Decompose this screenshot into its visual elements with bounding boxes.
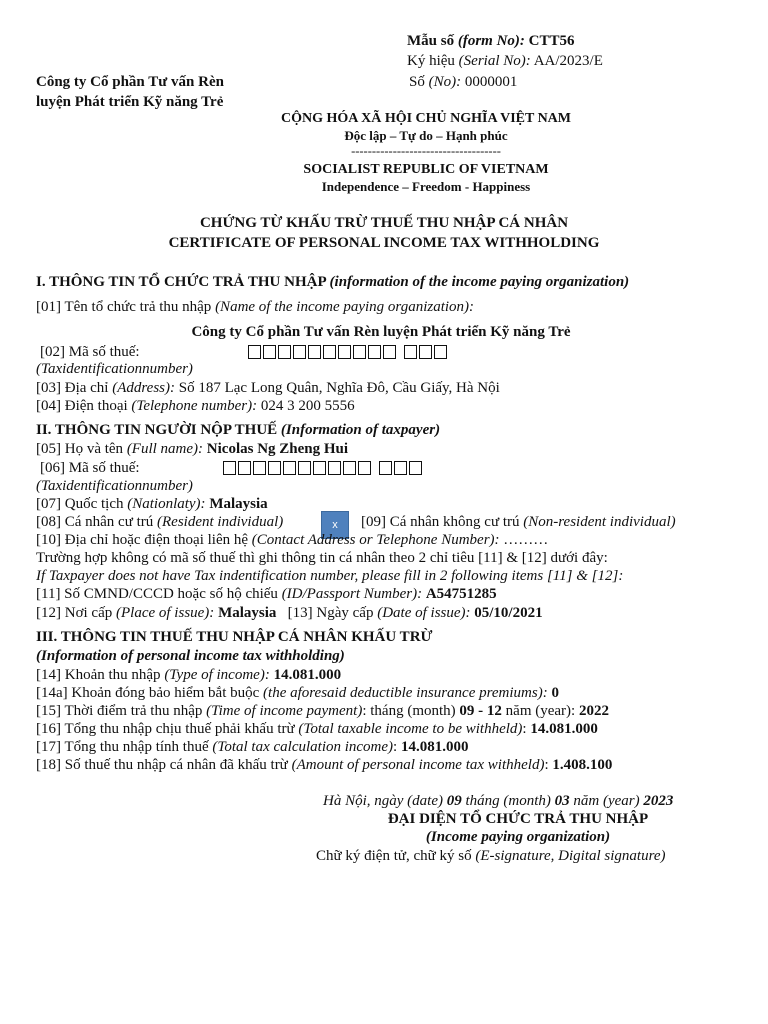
field-06-label: [06] Mã số thuế:	[40, 460, 140, 476]
field-15-year-value: 2022	[578, 703, 609, 719]
company-name-line-2: luyện Phát triển Kỹ năng Trẻ	[36, 94, 224, 110]
section-2-heading-vn: II. THÔNG TIN NGƯỜI NỘP THUẾ	[36, 422, 278, 438]
slogan-en: Independence – Freedom - Happiness	[321, 179, 531, 194]
field-14a-value: 0	[551, 685, 559, 701]
field-11-label: [11] Số CMND/CCCD hoặc số hộ chiếu	[36, 586, 278, 602]
field-16-value: 14.081.000	[530, 721, 598, 737]
field-09-label: [09] Cá nhân không cư trú	[361, 514, 520, 530]
field-05-line	[36, 440, 348, 458]
field-12-label-en: (Place of issue):	[116, 605, 215, 621]
section-1-heading-vn: I. THÔNG TIN TỔ CHỨC TRẢ THU NHẬP	[36, 274, 326, 290]
signature-year: 2023	[643, 793, 674, 809]
field-03-line	[36, 379, 500, 397]
field-16-label-en: (Total taxable income to be withheld)	[298, 721, 523, 737]
document-number-label: Số	[409, 74, 425, 90]
field-07-label: [07] Quốc tịch	[36, 496, 124, 512]
field-15-month-value: 09 - 12	[459, 703, 502, 719]
field-07-value: Malaysia	[209, 496, 268, 512]
field-01-label: [01] Tên tổ chức trả thu nhập	[36, 299, 212, 315]
field-05-label: [05] Họ và tên	[36, 441, 124, 457]
field-12-13-line	[36, 604, 543, 622]
field-17-line: [17] Tổng thu nhập tính thuế (Total tax calculation income): 14.081.000	[36, 739, 469, 755]
field-17-label: [17] Tổng thu nhập tính thuế	[36, 739, 209, 755]
field-03-label: [03] Địa chỉ	[36, 380, 109, 396]
field-09-line	[361, 513, 676, 531]
signature-day: 09	[446, 793, 462, 809]
field-12-label: [12] Nơi cấp	[36, 605, 113, 621]
form-number-label: Mẫu số	[407, 33, 455, 49]
field-15-year-label: năm (year):	[505, 703, 576, 719]
field-07-label-en: (Nationlaty):	[127, 496, 206, 512]
field-03-value: Số 187 Lạc Long Quân, Nghĩa Đô, Cầu Giấy, Hà Nội	[178, 380, 500, 396]
field-10-label: [10] Địa chỉ hoặc điện thoại liên hệ	[36, 532, 249, 548]
field-01-value: Công ty Cổ phần Tư vấn Rèn luyện Phát triển Kỹ năng Trẻ	[191, 324, 571, 340]
field-10-label-en: (Contact Address or Telephone Number):	[251, 532, 500, 548]
field-18-label-en: (Amount of personal income tax withheld)	[291, 757, 545, 773]
serial-label-en: (Serial No):	[458, 53, 531, 69]
field-04-line	[36, 397, 355, 415]
field-10-line	[36, 531, 548, 549]
field-04-label: [04] Điện thoại	[36, 398, 128, 414]
document-title-vn: CHỨNG TỪ KHẤU TRỪ THUẾ THU NHẬP CÁ NHÂN	[199, 215, 569, 231]
field-13-value: 05/10/2021	[474, 605, 543, 621]
field-14a-label-en: (the aforesaid deductible insurance premiums):	[263, 685, 548, 701]
document-number-label-en: (No):	[428, 74, 462, 90]
signature-month: 03	[554, 793, 570, 809]
field-02-label-en: (Taxidentificationnumber)	[36, 361, 193, 377]
field-13-label-en: (Date of issue):	[377, 605, 471, 621]
field-17-value: 14.081.000	[400, 739, 469, 755]
field-05-value: Nicolas Ng Zheng Hui	[206, 441, 349, 457]
field-15-label: [15] Thời điểm trả thu nhập	[36, 703, 203, 719]
signature-year-label: năm (year)	[573, 793, 640, 809]
serial-value: AA/2023/E	[533, 53, 603, 69]
section-1-heading	[36, 273, 629, 291]
field-08-line	[36, 513, 283, 531]
field-01-line	[36, 298, 474, 316]
field-05-label-en: (Full name):	[126, 441, 204, 457]
field-14-line	[36, 666, 341, 684]
field-08-label-en: (Resident individual)	[157, 514, 284, 530]
section-1-heading-en: (information of the income paying organization)	[329, 274, 630, 290]
field-04-value: 024 3 200 5556	[260, 398, 355, 414]
field-15-month-label: : tháng (month)	[362, 703, 456, 719]
field-11-value: A54751285	[425, 586, 497, 602]
field-08-label: [08] Cá nhân cư trú	[36, 514, 154, 530]
signature-type-en: (E-signature, Digital signature)	[475, 848, 666, 864]
signature-type-vn: Chữ ký điện tử, chữ ký số	[316, 848, 472, 864]
field-18-value: 1.408.100	[552, 757, 613, 773]
republic-name-vn: CỘNG HÓA XÃ HỘI CHỦ NGHĨA VIỆT NAM	[280, 111, 571, 126]
field-14a-line	[36, 684, 559, 702]
document-title-en: CERTIFICATE OF PERSONAL INCOME TAX WITHHOLDING	[168, 235, 600, 251]
field-13-label: [13] Ngày cấp	[287, 605, 374, 621]
signature-date-line	[323, 792, 673, 810]
field-16-label: [16] Tổng thu nhập chịu thuế phải khấu trừ	[36, 721, 295, 737]
field-02-label: [02] Mã số thuế:	[40, 344, 140, 360]
no-tax-id-note-en: If Taxpayer does not have Tax indentification number, please fill in 2 following items [11] & [12]:	[36, 568, 624, 584]
field-01-label-en: (Name of the income paying organization):	[215, 299, 475, 315]
field-03-label-en: (Address):	[112, 380, 175, 396]
section-3-heading-en: (Information of personal income tax withholding)	[36, 648, 345, 664]
document-number-line	[409, 73, 517, 91]
motto-divider: ------------------------------------	[351, 144, 501, 158]
field-18-label: [18] Số thuế thu nhập cá nhân đã khấu trừ	[36, 757, 288, 773]
section-2-heading	[36, 421, 440, 439]
form-number-value: CTT56	[528, 33, 575, 49]
org-tax-id-boxes	[248, 343, 449, 361]
representative-title-en: (Income paying organization)	[425, 829, 611, 845]
representative-title-vn: ĐẠI DIỆN TỔ CHỨC TRẢ THU NHẬP	[387, 811, 649, 827]
field-04-label-en: (Telephone number):	[131, 398, 258, 414]
field-07-line	[36, 495, 268, 513]
signature-place: Hà Nội, ngày (date)	[323, 793, 443, 809]
serial-number-line	[407, 52, 603, 70]
field-14-value: 14.081.000	[273, 667, 342, 683]
field-09-label-en: (Non-resident individual)	[523, 514, 676, 530]
field-15-label-en: (Time of income payment)	[206, 703, 363, 719]
signature-type-line	[316, 847, 666, 865]
field-15-line	[36, 702, 609, 720]
field-14a-label: [14a] Khoản đóng bảo hiểm bắt buộc	[36, 685, 260, 701]
field-18-line: [18] Số thuế thu nhập cá nhân đã khấu trừ (Amount of personal income tax withheld): 1.408.100	[36, 757, 613, 773]
form-number-label-en: (form No):	[457, 33, 525, 49]
field-14-label-en: (Type of income):	[164, 667, 270, 683]
field-12-value: Malaysia	[218, 605, 277, 621]
field-17-label-en: (Total tax calculation income)	[212, 739, 394, 755]
serial-label: Ký hiệu	[407, 53, 455, 69]
field-11-line	[36, 585, 497, 603]
slogan-vn: Độc lập – Tự do – Hạnh phúc	[344, 128, 508, 143]
no-tax-id-note-vn: Trường hợp không có mã số thuế thì ghi thông tin cá nhân theo 2 chỉ tiêu [11] & [12] dưới đây:	[36, 550, 608, 566]
field-06-label-en: (Taxidentificationnumber)	[36, 478, 193, 494]
field-14-label: [14] Khoản thu nhập	[36, 667, 161, 683]
section-2-heading-en: (Information of taxpayer)	[280, 422, 441, 438]
field-11-label-en: (ID/Passport Number):	[281, 586, 423, 602]
signature-month-label: tháng (month)	[465, 793, 551, 809]
section-3-heading-vn: III. THÔNG TIN THUẾ THU NHẬP CÁ NHÂN KHẤU TRỪ	[36, 629, 433, 645]
resident-checkbox[interactable]: x	[321, 511, 349, 539]
company-name-line-1: Công ty Cổ phần Tư vấn Rèn	[36, 74, 224, 90]
form-number-line	[407, 32, 575, 50]
field-10-value: ………	[503, 532, 549, 548]
republic-name-en: SOCIALIST REPUBLIC OF VIETNAM	[303, 162, 549, 177]
taxpayer-tax-id-boxes	[223, 459, 424, 477]
field-16-line: [16] Tổng thu nhập chịu thuế phải khấu trừ (Total taxable income to be withheld): 14.081.000	[36, 721, 598, 737]
document-number-value: 0000001	[464, 74, 518, 90]
